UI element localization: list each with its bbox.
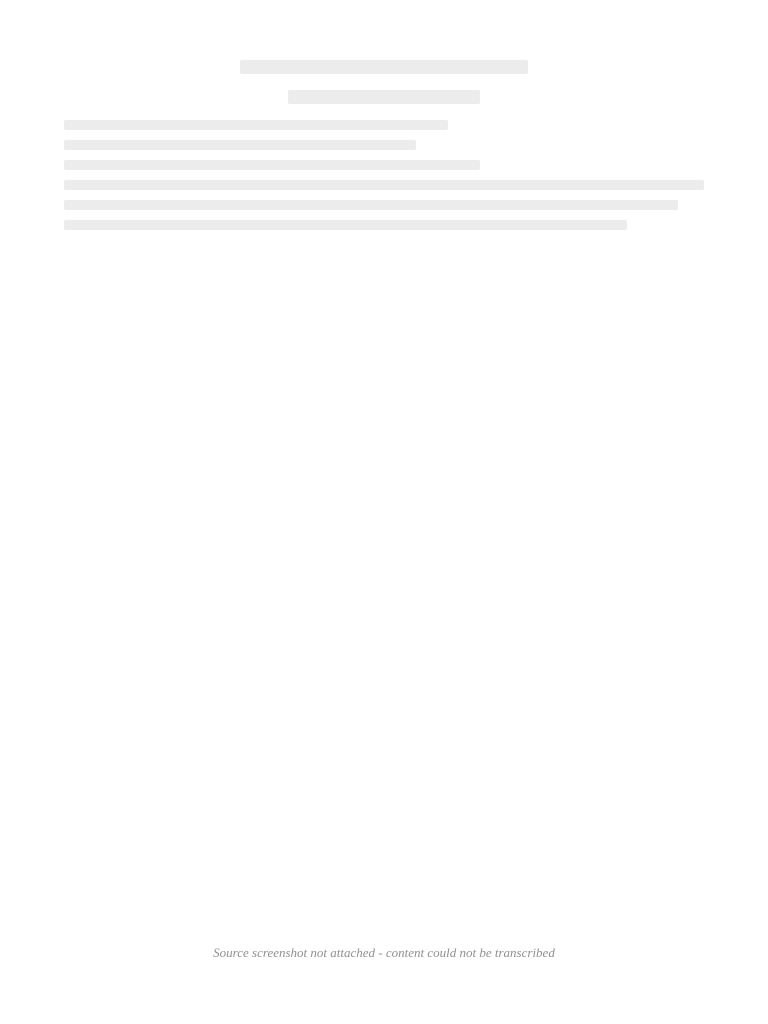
missing-source-notice: Source screenshot not attached - content could not be transcribed [213,945,555,961]
placeholder-title-bar [240,60,528,74]
placeholder-subtitle-bar [288,90,480,104]
placeholder-text-bar [64,120,448,130]
placeholder-text-bar [64,220,627,230]
placeholder-text-bar [64,180,704,190]
placeholder-text-bar [64,160,480,170]
placeholder-text-bar [64,200,678,210]
placeholder-text-bar [64,140,416,150]
